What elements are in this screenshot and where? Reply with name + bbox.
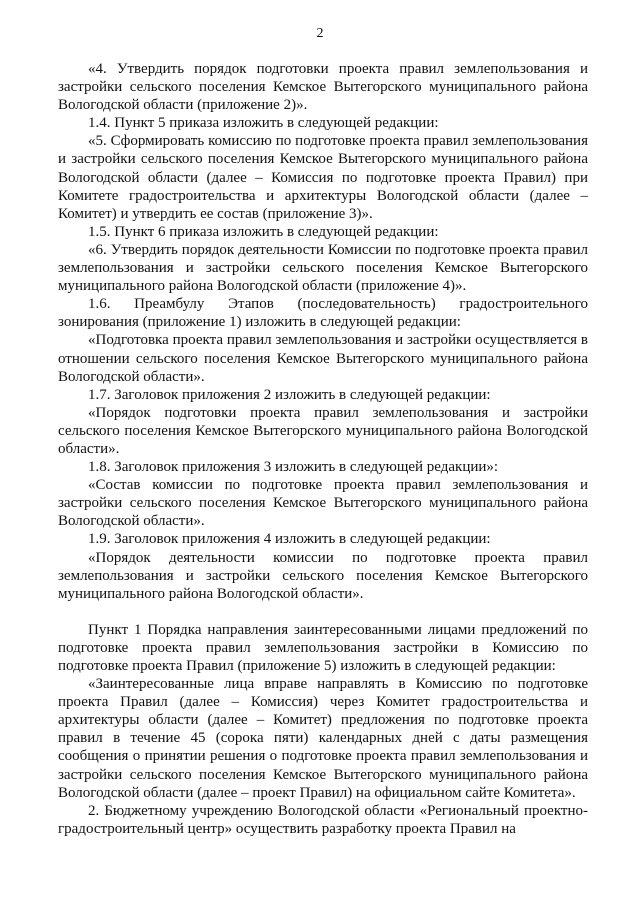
paragraph-1-4: 1.4. Пункт 5 приказа изложить в следующей редакции: <box>88 115 439 132</box>
paragraph-item-4: «4. Утвердить порядок подготовки проекта правил землепользования и застройки сельского поселения Кемское Вытегорского муниципального района Вологодской области (приложение 2)». <box>58 61 588 114</box>
paragraph-point-1-order: Пункт 1 Порядка направления заинтересованными лицами предложений по подготовке проекта правил землепользования застройки в Комиссию по подготовке проекта Правил (приложение 5) изложить в следующей редакции: <box>58 621 588 674</box>
paragraph-item-2: 2. Бюджетному учреждению Вологодской области «Региональный проектно-градостроительный центр» осуществить разработку проекта Правил на <box>58 802 588 837</box>
paragraph-item-5: «5. Сформировать комиссию по подготовке проекта правил землепользования и застройки сельского поселения Кемское Вытегорского муниципального района Вологодской области (далее – Комиссия по подготовке проекта Правил) при Комитете градостроительства и архитектуры Вологодской области (далее – Комитет) и утвердить ее состав (приложение 3)». <box>58 133 588 222</box>
paragraph-appendix-2-title: «Порядок подготовки проекта правил землепользования и застройки сельского поселения Кемское Вытегорского муниципального района Вологодской области». <box>58 404 588 457</box>
paragraph-appendix-4-title: «Порядок деятельности комиссии по подготовке проекта правил землепользования и застройки сельского поселения Кемское Вытегорского муниципального района Вологодской области». <box>58 549 588 602</box>
paragraph-1-5: 1.5. Пункт 6 приказа изложить в следующей редакции: <box>88 223 439 240</box>
paragraph-interested-parties: «Заинтересованные лица вправе направлять в Комиссию по подготовке проекта Правил (далее – Комиссия) через Комитет градостроительства и архитектуры области (далее – Комитет) предложения по подготовке проекта правил в течение 45 (сорока пяти) календарных дней с даты размещения сообщения о принятии решения о подготовке проекта правил землепользования и застройки сельского поселения Кемское Вытегорского муниципального района Вологодской области (далее – проект Правил) на официальном сайте Комитета». <box>58 676 588 801</box>
paragraph-preamble-quote: «Подготовка проекта правил землепользования и застройки осуществляется в отношении сельского поселения Кемское Вытегорского муниципального района Вологодской области». <box>58 332 588 385</box>
paragraph-1-7: 1.7. Заголовок приложения 2 изложить в следующей редакции: <box>88 386 491 403</box>
paragraph-1-9: 1.9. Заголовок приложения 4 изложить в следующей редакции: <box>88 531 491 548</box>
paragraph-1-6: 1.6. Преамбулу Этапов (последовательность) градостроительного зонирования (приложение 1) изложить в следующей редакции: <box>58 296 588 331</box>
paragraph-appendix-3-title: «Состав комиссии по подготовке проекта правил землепользования и застройки сельского поселения Кемское Вытегорского муниципального района Вологодской области». <box>58 477 588 530</box>
document-body <box>58 60 588 838</box>
paragraph-1-8: 1.8. Заголовок приложения 3 изложить в следующей редакции»: <box>88 459 499 476</box>
paragraph-item-6: «6. Утвердить порядок деятельности Комиссии по подготовке проекта правил землепользования и застройки сельского поселения Кемское Вытегорского муниципального района Вологодской области (приложение 4)». <box>58 241 588 295</box>
page-number: 2 <box>316 26 324 41</box>
